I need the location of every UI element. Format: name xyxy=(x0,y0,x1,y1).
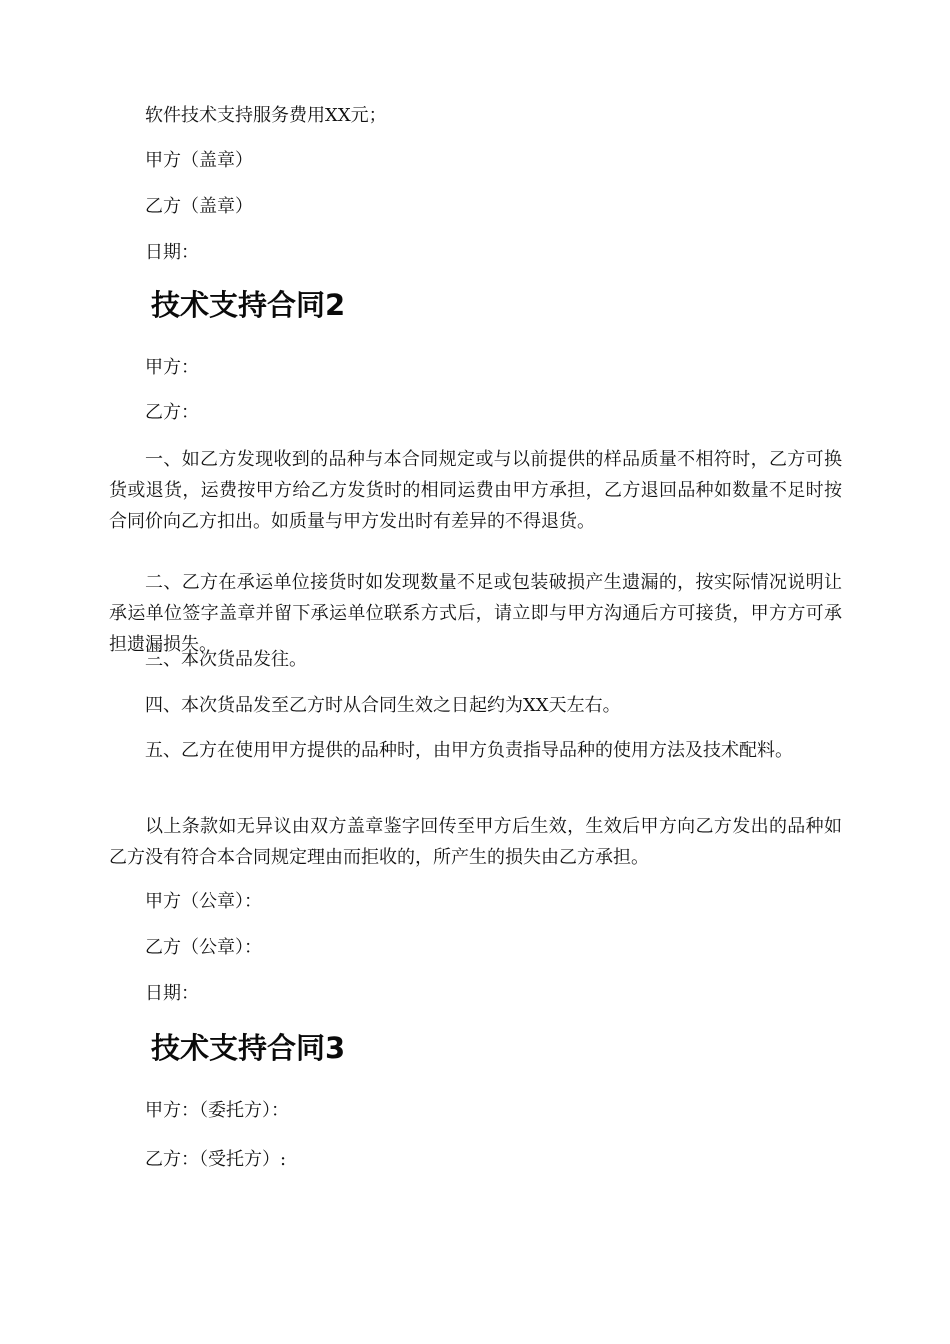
party-b-official-seal-line: 乙方（公章）： xyxy=(145,937,262,958)
party-b-line-2: 乙方： xyxy=(145,402,199,423)
fee-paragraph: 软件技术支持服务费用XX元； xyxy=(145,105,387,126)
clause-3: 三、本次货品发往。 xyxy=(145,649,307,670)
clause-1: 一、如乙方发现收到的品种与本合同规定或与以前提供的样品质量不相符时，乙方可换货或退货，运费按甲方给乙方发货时的相同运费由甲方承担，乙方退回品种如数量不足时按合同价向乙方扣出。如质量与甲方发出时有差异的不得退货。 xyxy=(109,449,842,532)
party-a-line-2: 甲方： xyxy=(145,357,199,378)
final-clause: 以上条款如无异议由双方盖章鉴字回传至甲方后生效，生效后甲方向乙方发出的品种如乙方没有符合本合同规定理由而拒收的，所产生的损失由乙方承担。 xyxy=(109,816,842,868)
section-title-2: 技术支持合同2 xyxy=(151,288,346,322)
party-b-line-3: 乙方：（受托方）: xyxy=(145,1149,287,1170)
clause-4: 四、本次货品发至乙方时从合同生效之日起约为XX天左右。 xyxy=(145,695,621,716)
date-line-2: 日期： xyxy=(145,983,199,1004)
party-a-official-seal-line: 甲方（公章）： xyxy=(145,891,262,912)
date-line-1: 日期： xyxy=(145,242,199,263)
clause-5: 五、乙方在使用甲方提供的品种时，由甲方负责指导品种的使用方法及技术配料。 xyxy=(145,740,793,761)
party-a-seal-line: 甲方（盖章） xyxy=(145,150,253,171)
party-b-seal-line: 乙方（盖章） xyxy=(145,196,253,217)
clause-2: 二、乙方在承运单位接货时如发现数量不足或包装破损产生遗漏的，按实际情况说明让承运单位签字盖章并留下承运单位联系方式后，请立即与甲方沟通后方可接货，甲方方可承担遗漏损失。 xyxy=(109,572,842,655)
party-a-line-3: 甲方：（委托方）： xyxy=(145,1100,289,1121)
section-title-3: 技术支持合同3 xyxy=(151,1031,346,1065)
